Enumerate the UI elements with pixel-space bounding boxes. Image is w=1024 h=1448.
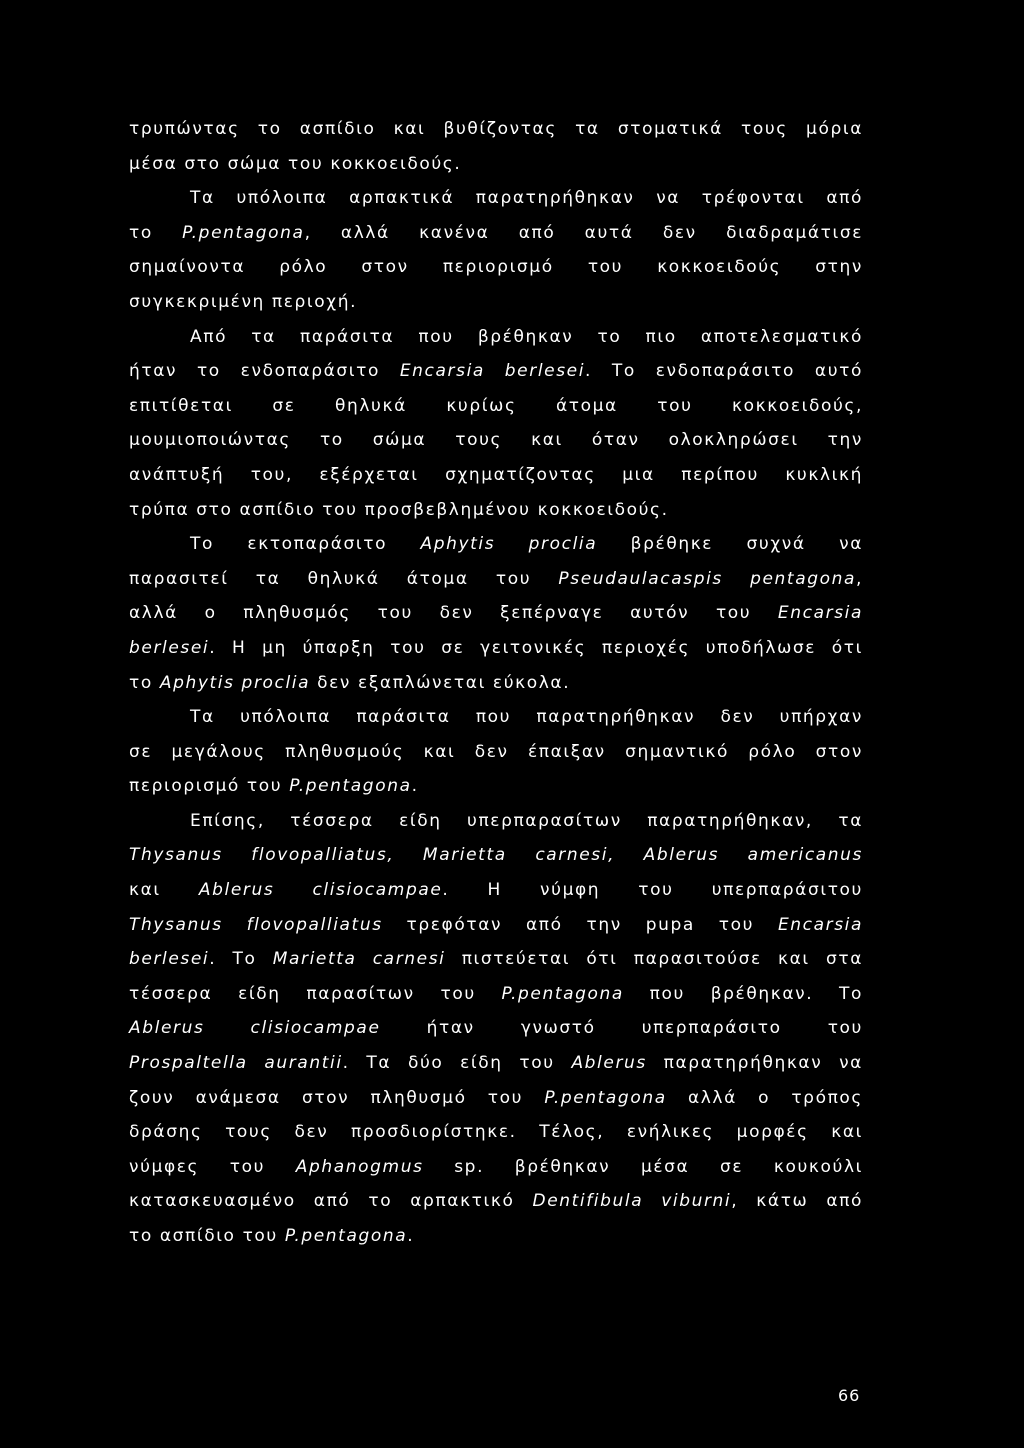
italic-text: Thysanus flovopalliatus xyxy=(129,914,383,935)
text-segment: το ασπίδιο του xyxy=(129,1226,285,1246)
text-segment: . xyxy=(411,776,419,797)
text-line xyxy=(129,838,863,873)
text-segment: βρέθηκε συχνά να xyxy=(597,534,864,555)
text-segment: που βρέθηκαν. Το xyxy=(623,983,863,1004)
text-segment: δεν εξαπλώνεται εύκολα. xyxy=(310,672,571,693)
text-line xyxy=(129,1184,863,1219)
italic-text: P.pentagona xyxy=(501,983,624,1004)
text-segment: . Το xyxy=(209,949,273,970)
italic-text: Encarsia xyxy=(777,914,864,935)
text-line xyxy=(129,1219,863,1254)
text-segment: . Τα δύο είδη του xyxy=(342,1053,572,1074)
text-line xyxy=(129,389,863,424)
text-segment: . Το ενδοπαράσιτο αυτό xyxy=(585,361,863,382)
italic-text: Ablerus xyxy=(571,1053,647,1074)
text-line xyxy=(129,666,863,701)
page-body-text xyxy=(129,112,863,1254)
italic-text: P.pentagona xyxy=(289,776,412,797)
text-line xyxy=(129,1150,863,1185)
text-line xyxy=(129,1115,863,1150)
text-segment: Από τα παράσιτα που βρέθηκαν το πιο αποτελεσματικό xyxy=(190,326,863,347)
text-segment: Το εκτοπαράσιτο xyxy=(190,534,421,555)
text-line xyxy=(129,1011,863,1046)
text-line xyxy=(129,908,863,943)
text-segment: τρεφόταν από την pupa του xyxy=(382,914,778,935)
italic-text: Dentifibula viburni xyxy=(532,1191,732,1212)
text-line xyxy=(129,458,863,493)
text-line xyxy=(129,527,863,562)
text-segment: αλλά ο πληθυσμός του δεν ξεπέρναγε αυτόν του xyxy=(129,603,778,624)
italic-text: Marietta carnesi xyxy=(272,949,446,970)
italic-text: Aphanogmus xyxy=(295,1156,424,1177)
text-line xyxy=(129,354,863,389)
text-line xyxy=(129,942,863,977)
text-line xyxy=(129,1046,863,1081)
text-segment: σημαίνοντα ρόλο στον περιορισμό του κοκκοειδούς στην xyxy=(129,257,863,278)
text-segment: Τα υπόλοιπα αρπακτικά παρατηρήθηκαν να τρέφονται από xyxy=(190,188,863,209)
text-segment: το xyxy=(129,222,183,243)
text-segment: , κάτω από xyxy=(731,1191,863,1212)
text-segment: παρατηρήθηκαν να xyxy=(646,1053,863,1074)
text-segment: μέσα στο σώμα του κοκκοειδούς. xyxy=(129,153,462,174)
page-number: 66 xyxy=(838,1386,861,1405)
text-segment: συγκεκριμένη περιοχή. xyxy=(129,291,358,312)
italic-text: Ablerus clisiocampae xyxy=(129,1018,381,1039)
text-segment: . xyxy=(407,1226,415,1246)
text-segment: παρασιτεί τα θηλυκά άτομα του xyxy=(129,568,559,589)
italic-text: Thysanus flovopalliatus, Marietta carnesi, Ablerus americanus xyxy=(129,845,863,866)
text-segment: τρύπα στο ασπίδιο του προσβεβλημένου κοκκοειδούς. xyxy=(129,499,669,520)
text-segment: Τα υπόλοιπα παράσιτα που παρατηρήθηκαν δεν υπήρχαν xyxy=(190,707,863,728)
italic-text: Prospaltella aurantii xyxy=(129,1053,343,1074)
text-segment: Επίσης, τέσσερα είδη υπερπαρασίτων παρατηρήθηκαν, τα xyxy=(190,810,863,831)
text-line xyxy=(129,735,863,770)
text-segment: sp. βρέθηκαν μέσα σε κουκούλι xyxy=(423,1156,863,1177)
text-segment: αλλά ο τρόπος xyxy=(666,1087,863,1108)
italic-text: P.pentagona xyxy=(182,222,305,243)
italic-text: Pseudaulacaspis pentagona xyxy=(558,568,856,589)
italic-text: Encarsia berlesei xyxy=(399,361,586,382)
text-line xyxy=(129,700,863,735)
text-line xyxy=(129,423,863,458)
text-line xyxy=(129,631,863,666)
text-line xyxy=(129,562,863,597)
text-segment: το xyxy=(129,672,160,693)
text-segment: τρυπώντας το ασπίδιο και βυθίζοντας τα στοματικά τους μόρια xyxy=(129,119,863,139)
text-segment: επιτίθεται σε θηλυκά κυρίως άτομα του κοκκοειδούς, xyxy=(129,395,863,416)
text-line xyxy=(129,596,863,631)
text-segment: περιορισμό του xyxy=(129,776,290,797)
text-segment: ανάπτυξή του, εξέρχεται σχηματίζοντας μια περίπου κυκλική xyxy=(129,464,863,485)
text-segment: . Η νύμφη του υπερπαράσιτου xyxy=(442,880,863,901)
text-segment: ήταν το ενδοπαράσιτο xyxy=(129,361,400,382)
text-segment: κατασκευασμένο από το αρπακτικό xyxy=(129,1191,533,1212)
text-line xyxy=(129,873,863,908)
text-line xyxy=(129,147,863,182)
text-segment: δράσης τους δεν προσδιορίστηκε. Τέλος, ενήλικες μορφές και xyxy=(129,1122,863,1143)
italic-text: P.pentagona xyxy=(284,1226,408,1246)
text-line xyxy=(129,112,863,147)
text-line xyxy=(129,977,863,1012)
text-segment: , αλλά κανένα από αυτά δεν διαδραμάτισε xyxy=(304,222,864,243)
text-line xyxy=(129,285,863,320)
italic-text: P.pentagona xyxy=(544,1087,667,1108)
text-line xyxy=(129,493,863,528)
text-segment: μουμιοποιώντας το σώμα τους και όταν ολοκληρώσει την xyxy=(129,430,863,451)
text-line xyxy=(129,769,863,804)
text-line xyxy=(129,216,863,251)
text-line xyxy=(129,804,863,839)
italic-text: berlesei xyxy=(129,637,210,658)
text-segment: νύμφες του xyxy=(129,1156,296,1177)
italic-text: Aphytis proclia xyxy=(159,672,311,693)
text-segment: σε μεγάλους πληθυσμούς και δεν έπαιξαν σημαντικό ρόλο στον xyxy=(129,741,863,762)
text-segment: και xyxy=(129,880,199,901)
text-segment: τέσσερα είδη παρασίτων του xyxy=(129,983,502,1004)
text-line xyxy=(129,250,863,285)
text-line xyxy=(129,320,863,355)
text-segment: . Η μη ύπαρξη του σε γειτονικές περιοχές υποδήλωσε ότι xyxy=(209,637,863,658)
text-segment: ήταν γνωστό υπερπαράσιτο του xyxy=(380,1018,863,1039)
italic-text: berlesei xyxy=(129,949,210,970)
text-segment: ζουν ανάμεσα στον πληθυσμό του xyxy=(129,1087,545,1108)
text-line xyxy=(129,181,863,216)
text-segment: , xyxy=(856,568,864,589)
italic-text: Aphytis proclia xyxy=(420,534,598,555)
text-line xyxy=(129,1081,863,1116)
italic-text: Ablerus clisiocampae xyxy=(198,880,443,901)
text-segment: πιστεύεται ότι παρασιτούσε και στα xyxy=(445,949,863,970)
italic-text: Encarsia xyxy=(777,603,863,624)
